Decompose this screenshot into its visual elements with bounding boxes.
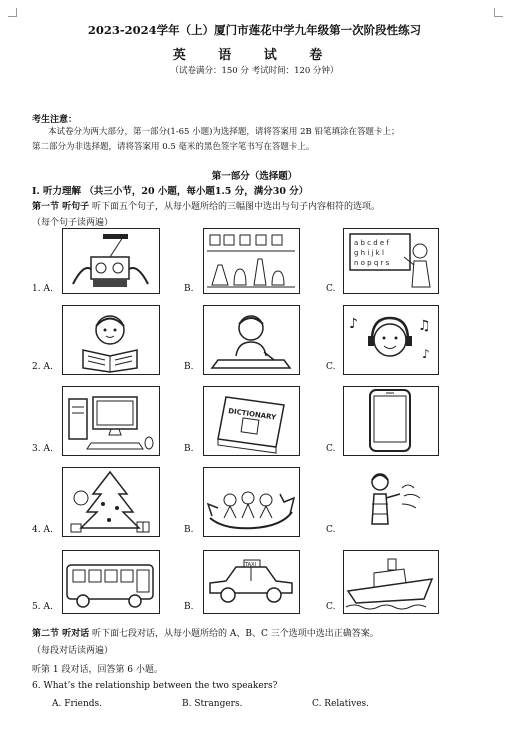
q5-label: 5. A. <box>32 602 53 612</box>
q4-b-label: B. <box>184 525 194 535</box>
boy-writing-drawing <box>204 306 298 373</box>
section2-note: （每段对话读两遍） <box>32 646 114 656</box>
dragon-boat-drawing <box>204 468 298 535</box>
q1-option-b-image <box>203 228 300 294</box>
boy-reading-drawing <box>63 306 158 373</box>
section1-title: 第一节 听句子 <box>32 202 90 212</box>
q5-option-c-image <box>343 550 439 614</box>
subject-title: 英 语 试 卷 <box>172 48 337 63</box>
taxi-sign-label: TAXI <box>245 562 256 568</box>
q3-option-b-image <box>203 386 300 456</box>
q3-c-label: C. <box>326 444 336 454</box>
q4-option-c-image <box>343 467 439 537</box>
girl-headphones-music-drawing <box>344 306 437 373</box>
q2-option-a-image <box>62 305 160 375</box>
svg-text:♪: ♪ <box>349 316 358 332</box>
q2-option-b-image <box>203 305 300 375</box>
q5-b-label: B. <box>184 602 194 612</box>
q1-c-label: C. <box>326 284 336 294</box>
water-splashing-girl-drawing <box>344 468 437 535</box>
section2-instruction <box>32 626 379 639</box>
listening-heading: I. 听力理解 （共三小节，20 小题，每小题1.5 分，满分30 分） <box>32 186 309 197</box>
section1-note: （每个句子读两遍） <box>32 218 114 228</box>
teacher-blackboard-drawing <box>344 229 437 292</box>
q2-b-label: B. <box>184 362 194 372</box>
q4-option-a-image <box>62 467 160 537</box>
q2-c-label: C. <box>326 362 336 372</box>
lab-bottles-drawing <box>204 229 298 292</box>
q1-b-label: B. <box>184 284 194 294</box>
q3-label: 3. A. <box>32 444 53 454</box>
q4-c-label: C. <box>326 525 336 535</box>
dialog-intro: 听第 1 段对话，回答第 6 小题。 <box>32 665 163 675</box>
exam-info: （试卷满分：150 分 考试时间：120 分钟） <box>170 66 339 76</box>
crop-mark-top-left <box>8 8 17 17</box>
q1-label: 1. A. <box>32 284 53 294</box>
svg-text:g h i j k l: g h i j k l <box>354 249 384 257</box>
svg-text:a b c d e f: a b c d e f <box>354 239 389 247</box>
q5-option-b-image <box>203 550 300 614</box>
q1-option-a-image <box>62 228 160 294</box>
dictionary-label: DICTIONARY <box>227 407 277 422</box>
section2-text: 听下面七段对话，从每小题所给的 A、B、C 三个选项中选出正确答案。 <box>89 629 379 639</box>
svg-text:♫: ♫ <box>418 318 431 334</box>
q5-c-label: C. <box>326 602 336 612</box>
question-6-option-a: A. Friends. <box>52 699 103 709</box>
section1-text: 听下面五个句子，从每小题所给的三幅图中选出与句子内容相符的选项。 <box>89 202 381 212</box>
bus-drawing <box>63 551 158 612</box>
exam-title: 2023-2024学年（上）厦门市莲花中学九年级第一次阶段性练习 <box>87 23 422 37</box>
crop-mark-top-right <box>494 8 503 17</box>
q3-b-label: B. <box>184 444 194 454</box>
mobile-phone-drawing <box>344 387 437 454</box>
q4-label: 4. A. <box>32 525 53 535</box>
question-6-option-b: B. Strangers. <box>182 699 243 709</box>
q1-option-c-image <box>343 228 439 294</box>
christmas-tree-drawing <box>63 468 158 535</box>
section1-instruction <box>32 199 380 212</box>
part1-heading: 第一部分（选择题） <box>211 171 298 182</box>
computer-drawing <box>63 387 158 454</box>
q2-label: 2. A. <box>32 362 53 372</box>
question-6-text: 6. What’s the relationship between the two speakers? <box>32 681 278 691</box>
q5-option-a-image <box>62 550 160 614</box>
notice-line-1: 本试卷分为两大部分，第一部分(1-65 小题)为选择题，请将答案用 2B 铅笔填涂在答题卡上； <box>48 127 400 137</box>
notice-line-2: 第二部分为非选择题，请将答案用 0.5 毫米的黑色签字笔书写在答题卡上。 <box>32 142 315 152</box>
svg-text:♪: ♪ <box>422 347 430 361</box>
svg-text:n o p q r s: n o p q r s <box>354 259 390 267</box>
radio-device-drawing <box>63 229 158 292</box>
dictionary-drawing <box>204 387 298 454</box>
section2-title: 第二节 听对话 <box>32 629 90 639</box>
q3-option-a-image <box>62 386 160 456</box>
question-6-option-c: C. Relatives. <box>312 699 370 709</box>
q4-option-b-image <box>203 467 300 537</box>
q2-option-c-image <box>343 305 439 375</box>
q3-option-c-image <box>343 386 439 456</box>
taxi-drawing <box>204 551 298 612</box>
ship-drawing <box>344 551 437 612</box>
notice-heading: 考生注意： <box>32 115 78 125</box>
